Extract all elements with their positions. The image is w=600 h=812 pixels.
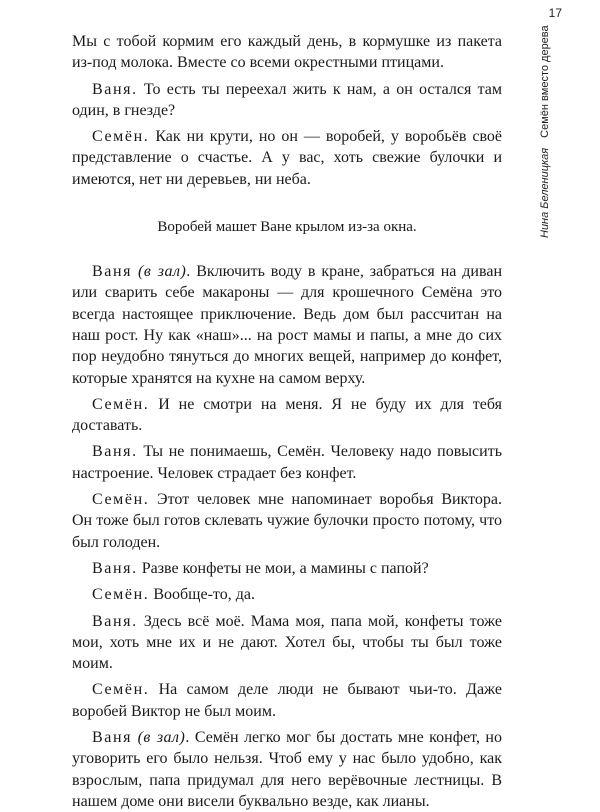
stage-remark: (в зал)	[137, 729, 186, 747]
dialogue-line	[72, 394, 502, 437]
dialogue-line	[72, 79, 502, 122]
dialogue-text: На самом деле люди не бывают чьи-то. Даже воробей Виктор не был моим.	[72, 681, 502, 720]
running-head-author: Нина Беленицкая	[539, 147, 551, 238]
dialogue-line	[72, 261, 502, 389]
dialogue-line	[72, 441, 502, 484]
dialogue-text: . Включить воду в кране, забраться на диван или сварить себе макароны — для крошечного Семёна это всегда настоящее приключение. Ведь дом был рассчитан на наш рост. Ну как «наш»... на рост мамы и папы, а мне до сих пор неудобно тянуться до многих вещей, например до конфет, которые хранятся на кухне на самом верху.	[72, 263, 502, 387]
speaker-name: Семён.	[92, 491, 150, 509]
running-head-title: Семён вместо дерева	[539, 25, 551, 138]
dialogue-line	[72, 584, 502, 605]
running-head-text	[535, 25, 555, 238]
dialogue-text: Этот человек мне напоминает воробья Виктора. Он тоже был готов склевать чужие булочки просто потому, что был голоден.	[72, 491, 502, 551]
stage-direction: Воробей машет Ване крылом из-за окна.	[157, 219, 417, 236]
speaker-name: Семён.	[92, 128, 150, 146]
speaker-name: Ваня.	[92, 443, 138, 461]
dialogue-text: . Семён легко мог бы достать мне конфет, но уговорить его было нельзя. Чтоб ему у нас было удобно, как взрослым, папа придумал для него верёвочные лестницы. В нашем доме они висели буквально везде, как лианы.	[72, 729, 502, 810]
dialogue-text: То есть ты переехал жить к нам, а он остался там один, в гнезде?	[72, 80, 502, 119]
running-head	[535, 18, 555, 238]
paragraph: Мы с тобой кормим его каждый день, в кормушке из пакета из-под молока. Вместе со всеми окрестными птицами.	[72, 33, 502, 72]
dialogue-line	[72, 727, 502, 812]
stage-remark: (в зал)	[138, 263, 187, 281]
page-body	[72, 31, 502, 812]
dialogue-line	[72, 611, 502, 675]
speaker-name: Ваня.	[92, 559, 138, 577]
dialogue-line	[72, 558, 502, 579]
page-number: 17	[548, 6, 562, 20]
dialogue-text: Ты не понимаешь, Семён. Человеку надо повысить настроение. Человек страдает без конфет.	[72, 443, 502, 482]
dialogue-text: Здесь всё моё. Мама моя, папа мой, конфеты тоже мои, хоть мне их и не дают. Хотел бы, чтобы ты был тоже моим.	[72, 612, 502, 673]
speaker-name: Ваня.	[92, 80, 138, 98]
speaker-name: Семён.	[92, 681, 150, 699]
speaker-name: Ваня.	[92, 612, 138, 630]
speaker-name: Ваня	[92, 263, 133, 281]
dialogue-line	[72, 126, 502, 190]
dialogue-text: Как ни крути, но он — воробей, у воробьёв своё представление о счастье. А у вас, хоть свежие булочки и имеются, нет ни деревьев, ни неба.	[72, 128, 502, 188]
dialogue-text: Разве конфеты не мои, а мамины с папой?	[137, 559, 429, 577]
speaker-name: Семён.	[92, 395, 150, 413]
dialogue-line	[72, 679, 502, 722]
dialogue-line	[72, 489, 502, 553]
speaker-name: Ваня	[92, 729, 133, 747]
speaker-name: Семён.	[92, 586, 150, 604]
dialogue-text: И не смотри на меня. Я не буду их для тебя доставать.	[72, 395, 502, 435]
dialogue-text: Вообще-то, да.	[149, 586, 255, 604]
